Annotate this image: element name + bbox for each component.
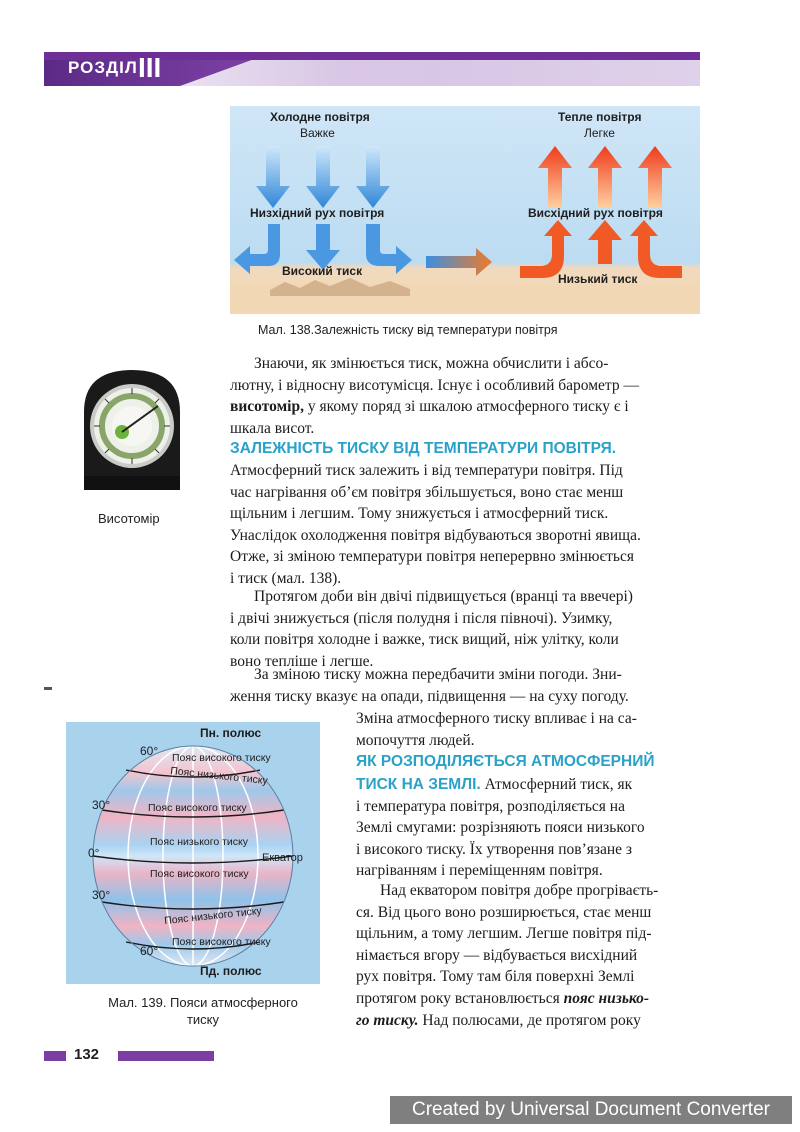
text-line: рух повітря. Тому там біля поверхні Землі [356, 968, 635, 986]
text-line: щільним і легшим. Тому знижується і атмосферний тиск. [230, 505, 609, 523]
text-line [230, 396, 698, 418]
paragraph-pressure-temperature [230, 460, 698, 590]
altimeter-image [78, 366, 186, 492]
belt-label: Пояс низького тиску [150, 836, 248, 848]
cold-air-sublabel: Важке [300, 126, 335, 140]
paragraph-daily-variation [230, 586, 698, 672]
altimeter-caption: Висотомір [98, 511, 160, 526]
heading-pressure-temperature: ЗАЛЕЖНІСТЬ ТИСКУ ВІД ТЕМПЕРАТУРИ ПОВІТРЯ. [230, 440, 617, 457]
caption-line: Мал. 139. Пояси атмосферного [108, 995, 298, 1010]
text-line: ся. Від цього воно розширюється, стає менш [356, 903, 652, 921]
downward-motion-label: Низхідний рух повітря [250, 206, 385, 220]
text-line [356, 774, 698, 796]
latitude-0-label: 0° [88, 846, 100, 860]
cold-air-label: Холодне повітря [270, 110, 370, 124]
low-pressure-label: Низький тиск [558, 272, 638, 286]
text-line: За зміною тиску можна передбачити зміни погоди. Зни- [254, 666, 622, 683]
text-line: Протягом доби він двічі підвищується (вранці та ввечері) [254, 588, 633, 605]
text-line: щільним, а тому легшим. Легше повітря під- [356, 925, 652, 943]
bold-term-altimeter: висотомір, [230, 398, 304, 416]
text-line: Землі смугами: розрізняють пояси низького [356, 819, 645, 837]
italic-term-low-pressure-belt-b: го тиску. [356, 1011, 419, 1029]
latitude-60s-label: 60° [140, 944, 159, 958]
footer-bar-left [44, 1051, 66, 1061]
paragraph-pressure-distribution [356, 774, 698, 882]
caption-line: тиску [186, 1012, 220, 1027]
warm-air-up-arrows [538, 146, 672, 208]
footer-bar-right [118, 1051, 214, 1061]
belt-label: Пояс високого тиску [150, 868, 249, 880]
paragraph-weather-prediction-cont [356, 708, 698, 751]
italic-term-low-pressure-belt-a: пояс низько- [563, 989, 650, 1007]
cold-air-down-arrows [256, 146, 390, 208]
section-number: III [138, 52, 162, 83]
text-line: і тиск (мал. 138). [230, 569, 342, 587]
text-line: шкала висот. [230, 419, 315, 437]
text-line: час нагрівання об’єм повітря збільшується, воно стає менш [230, 483, 624, 501]
latitude-30n-label: 30° [92, 798, 111, 812]
heading-pressure-distribution-b: ТИСК НА ЗЕМЛІ. [356, 776, 481, 793]
latitude-30s-label: 30° [92, 888, 111, 902]
text-line: Унаслідок охолодження повітря відбуваються зворотні явища. [230, 526, 641, 544]
high-pressure-label: Високий тиск [282, 264, 363, 278]
text-line: Отже, зі зміною температури повітря неперервно змінюється [230, 548, 634, 566]
watermark: Created by Universal Document Converter [390, 1096, 792, 1124]
belt-label: Пояс високого тиску [172, 936, 271, 948]
paragraph-equator-heating [356, 880, 698, 1031]
belt-label: Пояс високого тиску [172, 752, 271, 764]
upward-motion-label: Висхідний рух повітря [528, 206, 663, 220]
text-span: Над полюсами, де протягом року [418, 1011, 641, 1029]
figure-138-pressure-temperature [230, 106, 700, 314]
text-span: у якому поряд зі шкалою атмосферного тиску є і [303, 398, 629, 416]
north-pole-label: Пн. полюс [200, 726, 262, 740]
text-span: Атмосферний тиск, як [480, 776, 633, 793]
paragraph-altimeter [230, 353, 698, 439]
belt-label: Пояс низького тиску [163, 904, 263, 928]
text-line: і високого тиску. Їх утворення пов’язане з [356, 840, 633, 858]
text-line: воно тепліше і легше. [230, 652, 374, 670]
text-line: Атмосферний тиск залежить і від температури повітря. Під [230, 462, 623, 479]
text-line: німається вгору — відбувається висхідний [356, 946, 638, 964]
text-line: ження тиску вказує на опади, підвищення — на суху погоду. [230, 687, 629, 705]
text-line: Знаючи, як змінюється тиск, можна обчислити і абсо- [254, 355, 609, 372]
text-line: нагріванням і переміщенням повітря. [356, 862, 603, 880]
margin-mark [44, 687, 52, 690]
warm-air-label: Тепле повітря [558, 110, 642, 124]
page-number: 132 [74, 1046, 100, 1063]
text-line: мопочуття людей. [356, 731, 475, 749]
south-pole-label: Пд. полюс [200, 964, 262, 978]
text-span: протягом року встановлюється [356, 989, 564, 1007]
equator-label: Екватор [262, 852, 303, 864]
figure-138-caption: Мал. 138.Залежність тиску від температури повітря [258, 323, 558, 337]
text-line: і температура повітря, розподіляється на [356, 797, 625, 815]
paragraph-weather-prediction [230, 664, 698, 707]
heading-pressure-distribution-a: ЯК РОЗПОДІЛЯЄТЬСЯ АТМОСФЕРНИЙ [356, 753, 655, 770]
belt-label: Пояс низького тиску [169, 764, 269, 788]
warm-air-sublabel: Легке [584, 126, 615, 140]
figure-139-caption [86, 994, 320, 1028]
section-label: РОЗДІЛ [68, 58, 138, 77]
belt-label: Пояс високого тиску [148, 802, 247, 814]
latitude-60n-label: 60° [140, 744, 159, 758]
text-line: Над екватором повітря добре прогріваєть- [380, 882, 659, 899]
text-line: лютну, і відносну висотумісця. Існує і особливий барометр — [230, 376, 639, 394]
text-line: і двічі знижується (після полудня і після півночі). Узимку, [230, 609, 613, 627]
text-line [356, 1010, 698, 1032]
text-line: Зміна атмосферного тиску впливає і на са- [356, 710, 637, 727]
text-line [356, 988, 698, 1010]
figure-139-pressure-belts [66, 722, 320, 984]
text-line: коли повітря холодне і важке, тиск вищий, ніж улітку, коли [230, 631, 619, 649]
